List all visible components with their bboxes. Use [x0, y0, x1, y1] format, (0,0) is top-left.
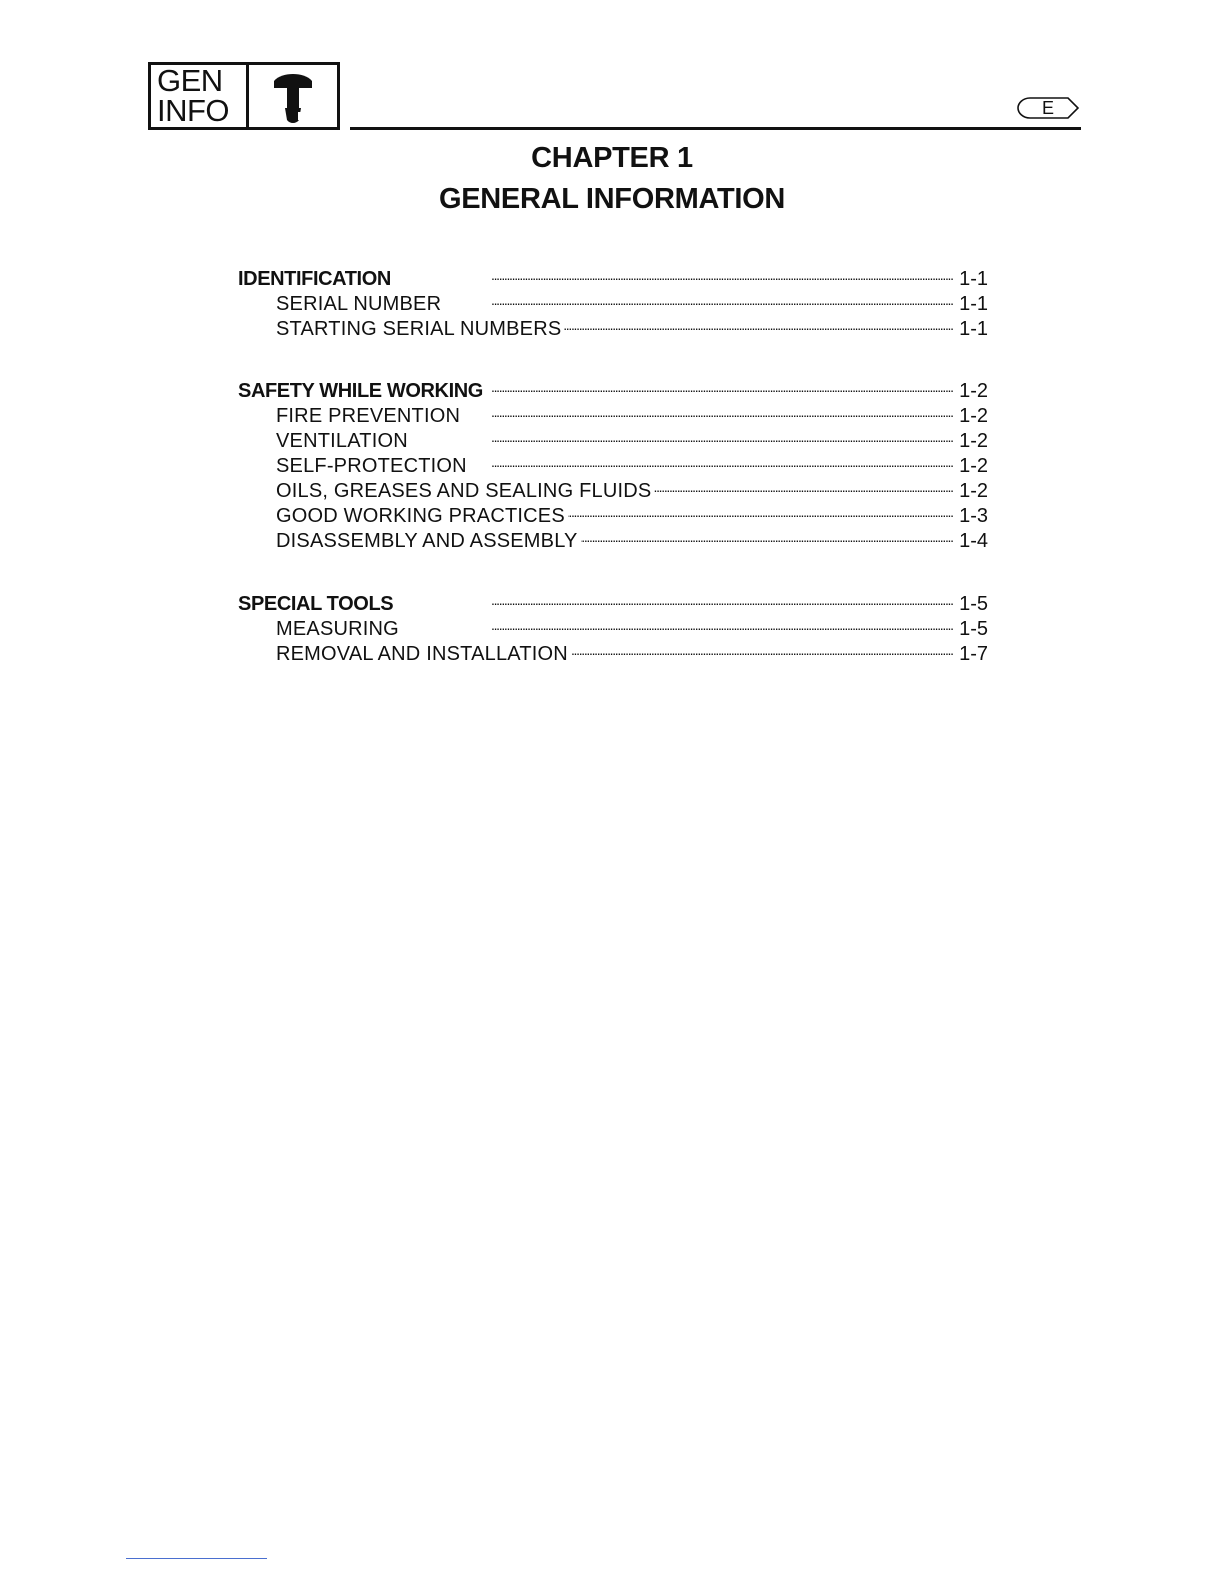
toc-subentry[interactable] [238, 315, 988, 340]
dot-leader [470, 452, 954, 472]
toc-entry[interactable] [238, 265, 988, 290]
toc-subentry[interactable] [238, 427, 988, 452]
toc-section-safety [238, 377, 988, 552]
toc-subentry[interactable] [238, 402, 988, 427]
dot-leader [581, 527, 954, 547]
toc-subentry-label: OILS, GREASES AND SEALING FLUIDS [276, 480, 652, 502]
dot-leader [571, 640, 954, 660]
toc-subentry-page: 1-1 [959, 293, 988, 315]
outboard-motor-icon [249, 65, 337, 127]
toc-subentry-label: VENTILATION [276, 430, 408, 452]
toc-subentry[interactable] [238, 477, 988, 502]
toc-subentry[interactable] [238, 290, 988, 315]
toc-subentry-label: STARTING SERIAL NUMBERS [276, 318, 562, 340]
section-tab [148, 62, 340, 130]
dot-leader [654, 477, 954, 497]
footer-link-underline[interactable] [126, 1558, 267, 1559]
dot-leader [486, 377, 954, 397]
toc-subentry-label: SELF-PROTECTION [276, 455, 467, 477]
toc-subentry-page: 1-2 [959, 480, 988, 502]
toc-subentry-label: FIRE PREVENTION [276, 405, 461, 427]
toc-section-special-tools [238, 590, 988, 665]
dot-leader [463, 402, 954, 422]
dot-leader [568, 502, 954, 522]
toc-subentry-label: MEASURING [276, 618, 399, 640]
chapter-title: GENERAL INFORMATION [438, 183, 786, 215]
toc-subentry-page: 1-2 [959, 430, 988, 452]
toc-subentry-label: REMOVAL AND INSTALLATION [276, 643, 568, 665]
tab-line-2: INFO [157, 93, 230, 128]
tab-line-1: GEN [157, 63, 223, 98]
toc-subentry[interactable] [238, 640, 988, 665]
toc-subentry-page: 1-5 [959, 618, 988, 640]
toc-subentry-page: 1-7 [959, 643, 988, 665]
toc-subentry[interactable] [238, 452, 988, 477]
toc-entry-page: 1-2 [959, 380, 988, 402]
toc-subentry-label: GOOD WORKING PRACTICES [276, 505, 565, 527]
toc-section-identification [238, 265, 988, 340]
dot-leader [396, 590, 954, 610]
toc-entry-page: 1-5 [959, 593, 988, 615]
toc-subentry-page: 1-2 [959, 405, 988, 427]
toc-subentry[interactable] [238, 502, 988, 527]
dot-leader [394, 265, 954, 285]
dot-leader [402, 615, 954, 635]
toc-subentry-label: DISASSEMBLY AND ASSEMBLY [276, 530, 578, 552]
toc-entry[interactable] [238, 377, 988, 402]
toc-subentry[interactable] [238, 615, 988, 640]
chapter-number: CHAPTER 1 [531, 142, 693, 174]
toc-subentry[interactable] [238, 527, 988, 552]
header-rule [350, 127, 1081, 130]
toc-entry-label: IDENTIFICATION [238, 268, 391, 290]
dot-leader [564, 315, 954, 335]
language-badge: E [1041, 98, 1054, 118]
toc-subentry-page: 1-2 [959, 455, 988, 477]
section-tab-label [151, 65, 249, 127]
toc-subentry-page: 1-3 [959, 505, 988, 527]
toc-subentry-label: SERIAL NUMBER [276, 293, 442, 315]
dot-leader [444, 290, 954, 310]
toc-entry-page: 1-1 [959, 268, 988, 290]
toc-subentry-page: 1-1 [959, 318, 988, 340]
toc-entry-label: SPECIAL TOOLS [238, 593, 394, 615]
toc-entry[interactable] [238, 590, 988, 615]
dot-leader [411, 427, 954, 447]
toc-subentry-page: 1-4 [959, 530, 988, 552]
toc-entry-label: SAFETY WHILE WORKING [238, 380, 483, 402]
